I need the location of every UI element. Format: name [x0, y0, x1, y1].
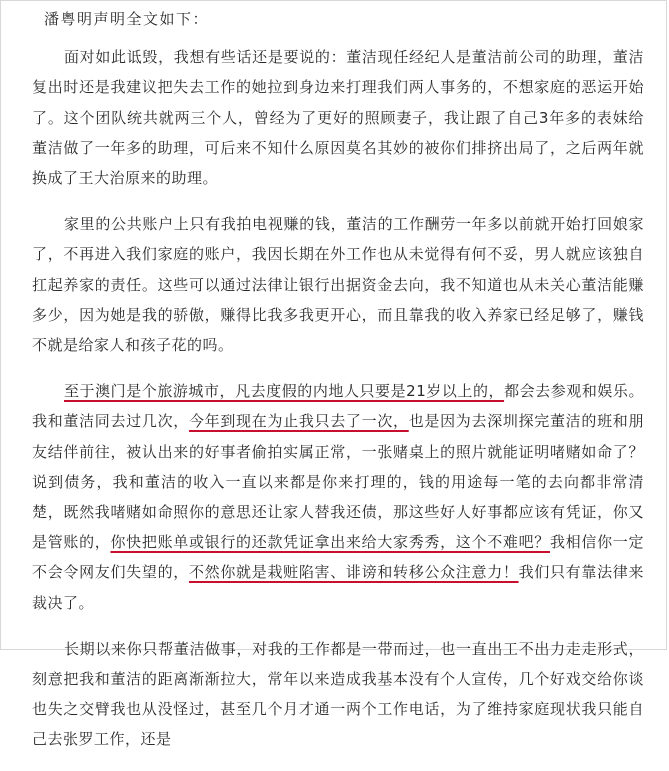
paragraph-1: [32, 42, 644, 193]
statement-document: [32, 4, 644, 771]
paragraph-4-text: 长期以来你只帮董洁做事，对我的工作都是一带而过，也一直出工不出力走走形式，刻意把我和董洁的距离渐渐拉大，常年以来造成我基本没有个人宣传，几个好戏交给你谈也失之交臂我也从没怪过，甚至几个月才通一两个工作电话，为了维持家庭现状我只能自己去张罗工作，还是: [32, 639, 644, 749]
paragraph-3-segment-2: 都会去参观和娱乐。我和董洁同去过几次，: [32, 382, 644, 431]
paragraph-3: [32, 376, 644, 618]
paragraph-3-segment-4: 也是因为去深圳探完董洁的班和朋友结伴前往，被认出来的好事者偷拍实属正常，一张赌桌上的照片就能证明啫赌如命了？说到债务，我和董洁的收入一直以来都是你来打理的，钱的用途每一笔的去向都非常清楚，既然我啫赌如命照你的意思还让家人替我还债，那这些好人好事都应该有凭证，你又是管账的，: [32, 412, 644, 552]
underlined-segment-proof: 你快把账单或银行的还款凭证拿出来给大家秀秀，这个不难吧？: [110, 533, 550, 552]
underlined-segment-visits: 今年到现在为止我只去了一次，: [188, 412, 409, 431]
paragraph-3-segment-8: 我们只有靠法律来裁决了。: [32, 563, 644, 612]
statement-heading: 潘粤明声明全文如下：: [44, 10, 210, 28]
paragraph-3-segment-6: 我相信你一定不会令网友们失望的，: [32, 533, 644, 582]
paragraph-2-text: 家里的公共账户上只有我拍电视赚的钱，董洁的工作酬劳一年多以前就开始打回娘家了，不再进入我们家庭的账户，我因长期在外工作也从未觉得有何不妥，男人就应该独自扛起养家的责任。这些可以通过法律让银行出据资金去向，我不知道也从未关心董洁能赚多少，因为她是我的骄傲，赚得比我多我更开心，而且靠我的收入养家已经足够了，赚钱不就是给家人和孩子花的吗。: [32, 215, 644, 355]
paragraph-2: [32, 209, 644, 360]
underlined-segment-slander: 不然你就是栽赃陷害、诽谤和转移公众注意力！: [188, 563, 519, 582]
underlined-segment-macau: 至于澳门是个旅游城市，凡去度假的内地人只要是21岁以上的，: [64, 382, 505, 401]
paragraph-1-text: 面对如此诋毁，我想有些话还是要说的：董洁现任经纪人是董洁前公司的助理，董洁复出时还是我建议把失去工作的她拉到身边来打理我们两人事务的，不想家庭的恶运开始了。这个团队统共就两三个人，曾经为了更好的照顾妻子，我让跟了自己3年多的表妹给董洁做了一年多的助理，可后来不知什么原因莫名其妙的被你们排挤出局了，之后两年就换成了王大治原来的助理。: [32, 48, 644, 188]
